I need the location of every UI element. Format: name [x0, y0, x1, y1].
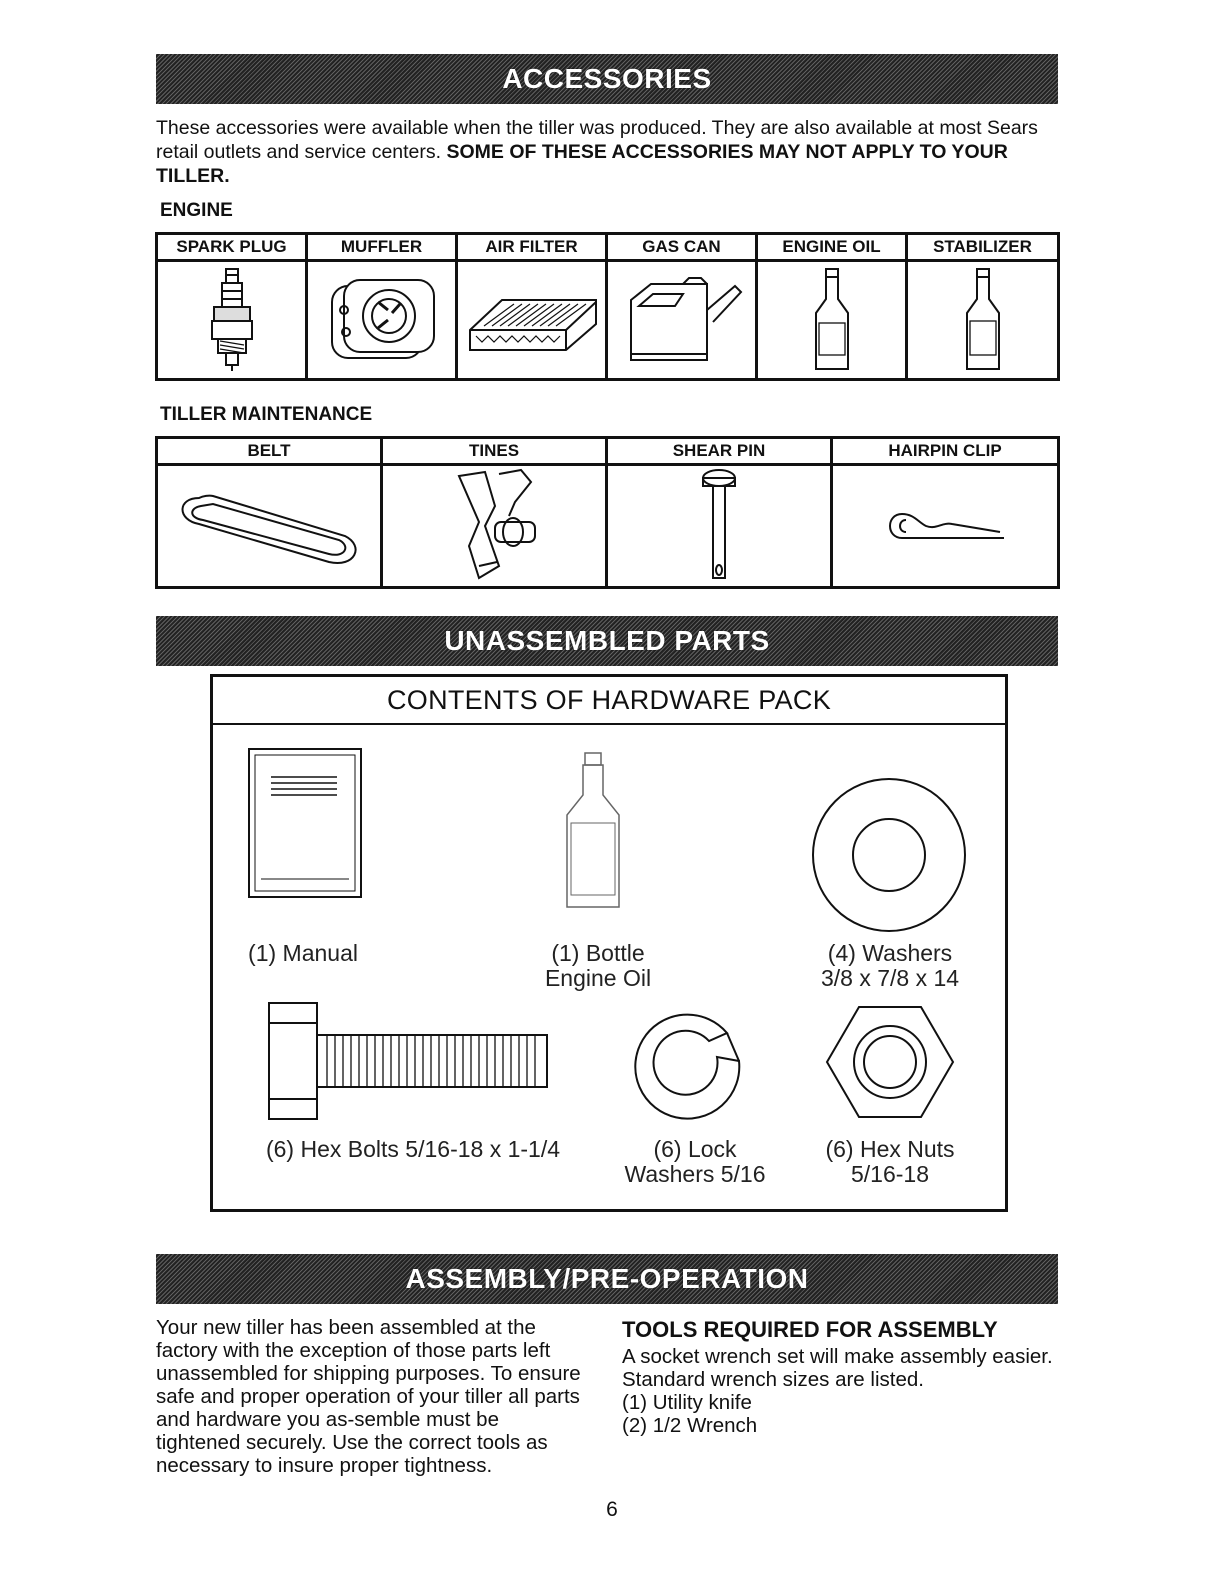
washers-caption — [795, 941, 985, 991]
unassembled-parts-banner — [156, 616, 1058, 666]
stabilizer-bottle-icon — [953, 265, 1013, 375]
air-filter-icon — [462, 280, 602, 360]
hex-nuts-caption — [795, 1137, 985, 1187]
engine-col-stabilizer: STABILIZER — [907, 234, 1059, 261]
belt-cell — [157, 465, 382, 588]
tiller-col-tines: TINES — [382, 438, 607, 465]
oil-caption-line2: Engine Oil — [544, 965, 652, 991]
hex-nuts-caption-line1: (6) Hex Nuts — [825, 1136, 955, 1162]
tool-item-2: (2) 1/2 Wrench — [622, 1414, 758, 1437]
manual-icon — [247, 747, 363, 899]
oil-caption — [503, 941, 693, 991]
tiller-maintenance-heading: TILLER MAINTENANCE — [160, 404, 373, 425]
hairpin-clip-icon — [880, 496, 1010, 556]
hex-nut-icon — [825, 1005, 955, 1119]
tools-heading: TOOLS REQUIRED FOR ASSEMBLY — [622, 1317, 998, 1342]
intro-text: These accessories were available when the tiller was produced. They are also available at most Sears retail outlets and service centers. — [156, 117, 1038, 163]
tools-text: A socket wrench set will make assembly easier. Standard wrench sizes are listed. — [622, 1345, 1053, 1391]
muffler-icon — [322, 270, 442, 370]
hairpin-clip-cell — [832, 465, 1059, 588]
lock-washers-caption — [599, 1137, 791, 1187]
air-filter-cell — [457, 261, 607, 380]
engine-oil-cell — [757, 261, 907, 380]
washers-caption-line1: (4) Washers — [827, 940, 953, 966]
tools-section — [622, 1318, 1062, 1437]
tines-icon — [439, 466, 549, 586]
engine-col-gas-can: GAS CAN — [607, 234, 757, 261]
accessories-banner — [156, 54, 1058, 104]
lock-washers-caption-line1: (6) Lock — [653, 1136, 737, 1162]
tiller-col-belt: BELT — [157, 438, 382, 465]
manual-caption: (1) Manual — [248, 940, 358, 966]
engine-accessories-table — [155, 232, 1060, 381]
assembly-title: ASSEMBLY/PRE-OPERATION — [405, 1263, 809, 1294]
gas-can-cell — [607, 261, 757, 380]
hex-nuts-caption-line2: 5/16-18 — [850, 1161, 929, 1187]
hex-bolt-icon — [263, 1001, 553, 1121]
engine-col-muffler: MUFFLER — [307, 234, 457, 261]
tines-cell — [382, 465, 607, 588]
unassembled-parts-title: UNASSEMBLED PARTS — [444, 625, 770, 656]
tiller-col-shear-pin: SHEAR PIN — [607, 438, 832, 465]
stabilizer-cell — [907, 261, 1059, 380]
assembly-banner — [156, 1254, 1058, 1304]
spark-plug-cell — [157, 261, 307, 380]
shear-pin-icon — [689, 466, 749, 586]
flat-washer-icon — [809, 775, 969, 935]
engine-col-engine-oil: ENGINE OIL — [757, 234, 907, 261]
muffler-cell — [307, 261, 457, 380]
lock-washers-caption-line2: Washers 5/16 — [624, 1161, 766, 1187]
gas-can-icon — [617, 270, 747, 370]
intro-bold: SOME OF THESE ACCESSORIES MAY NOT APPLY TO YOUR TILLER. — [156, 141, 1008, 187]
spark-plug-icon — [202, 265, 262, 375]
tool-item-1: (1) Utility knife — [622, 1391, 752, 1414]
engine-heading: ENGINE — [160, 200, 233, 221]
lock-washer-icon — [629, 1009, 749, 1129]
engine-col-spark-plug: SPARK PLUG — [157, 234, 307, 261]
engine-oil-bottle-icon — [802, 265, 862, 375]
belt-icon — [169, 476, 369, 576]
engine-col-air-filter: AIR FILTER — [457, 234, 607, 261]
shear-pin-cell — [607, 465, 832, 588]
accessories-title: ACCESSORIES — [502, 63, 712, 94]
page-number: 6 — [606, 1498, 618, 1521]
engine-oil-bottle-icon — [557, 751, 629, 911]
tiller-maintenance-table — [155, 436, 1060, 589]
washers-caption-line2: 3/8 x 7/8 x 14 — [820, 965, 960, 991]
hardware-pack-title: CONTENTS OF HARDWARE PACK — [213, 677, 1005, 725]
hardware-pack-box — [210, 674, 1008, 1212]
accessories-intro — [156, 116, 1061, 188]
oil-caption-line1: (1) Bottle — [551, 940, 645, 966]
hex-bolts-caption: (6) Hex Bolts 5/16-18 x 1-1/4 — [265, 1136, 561, 1162]
tiller-col-hairpin-clip: HAIRPIN CLIP — [832, 438, 1059, 465]
assembly-intro: Your new tiller has been assembled at the factory with the exception of those parts left unassembled for shipping purposes. To ensure safe and proper operation of your tiller all parts and hardware you as-semble must be tightened securely. Use the correct tools as necessary to insure proper tightness. — [156, 1316, 581, 1477]
